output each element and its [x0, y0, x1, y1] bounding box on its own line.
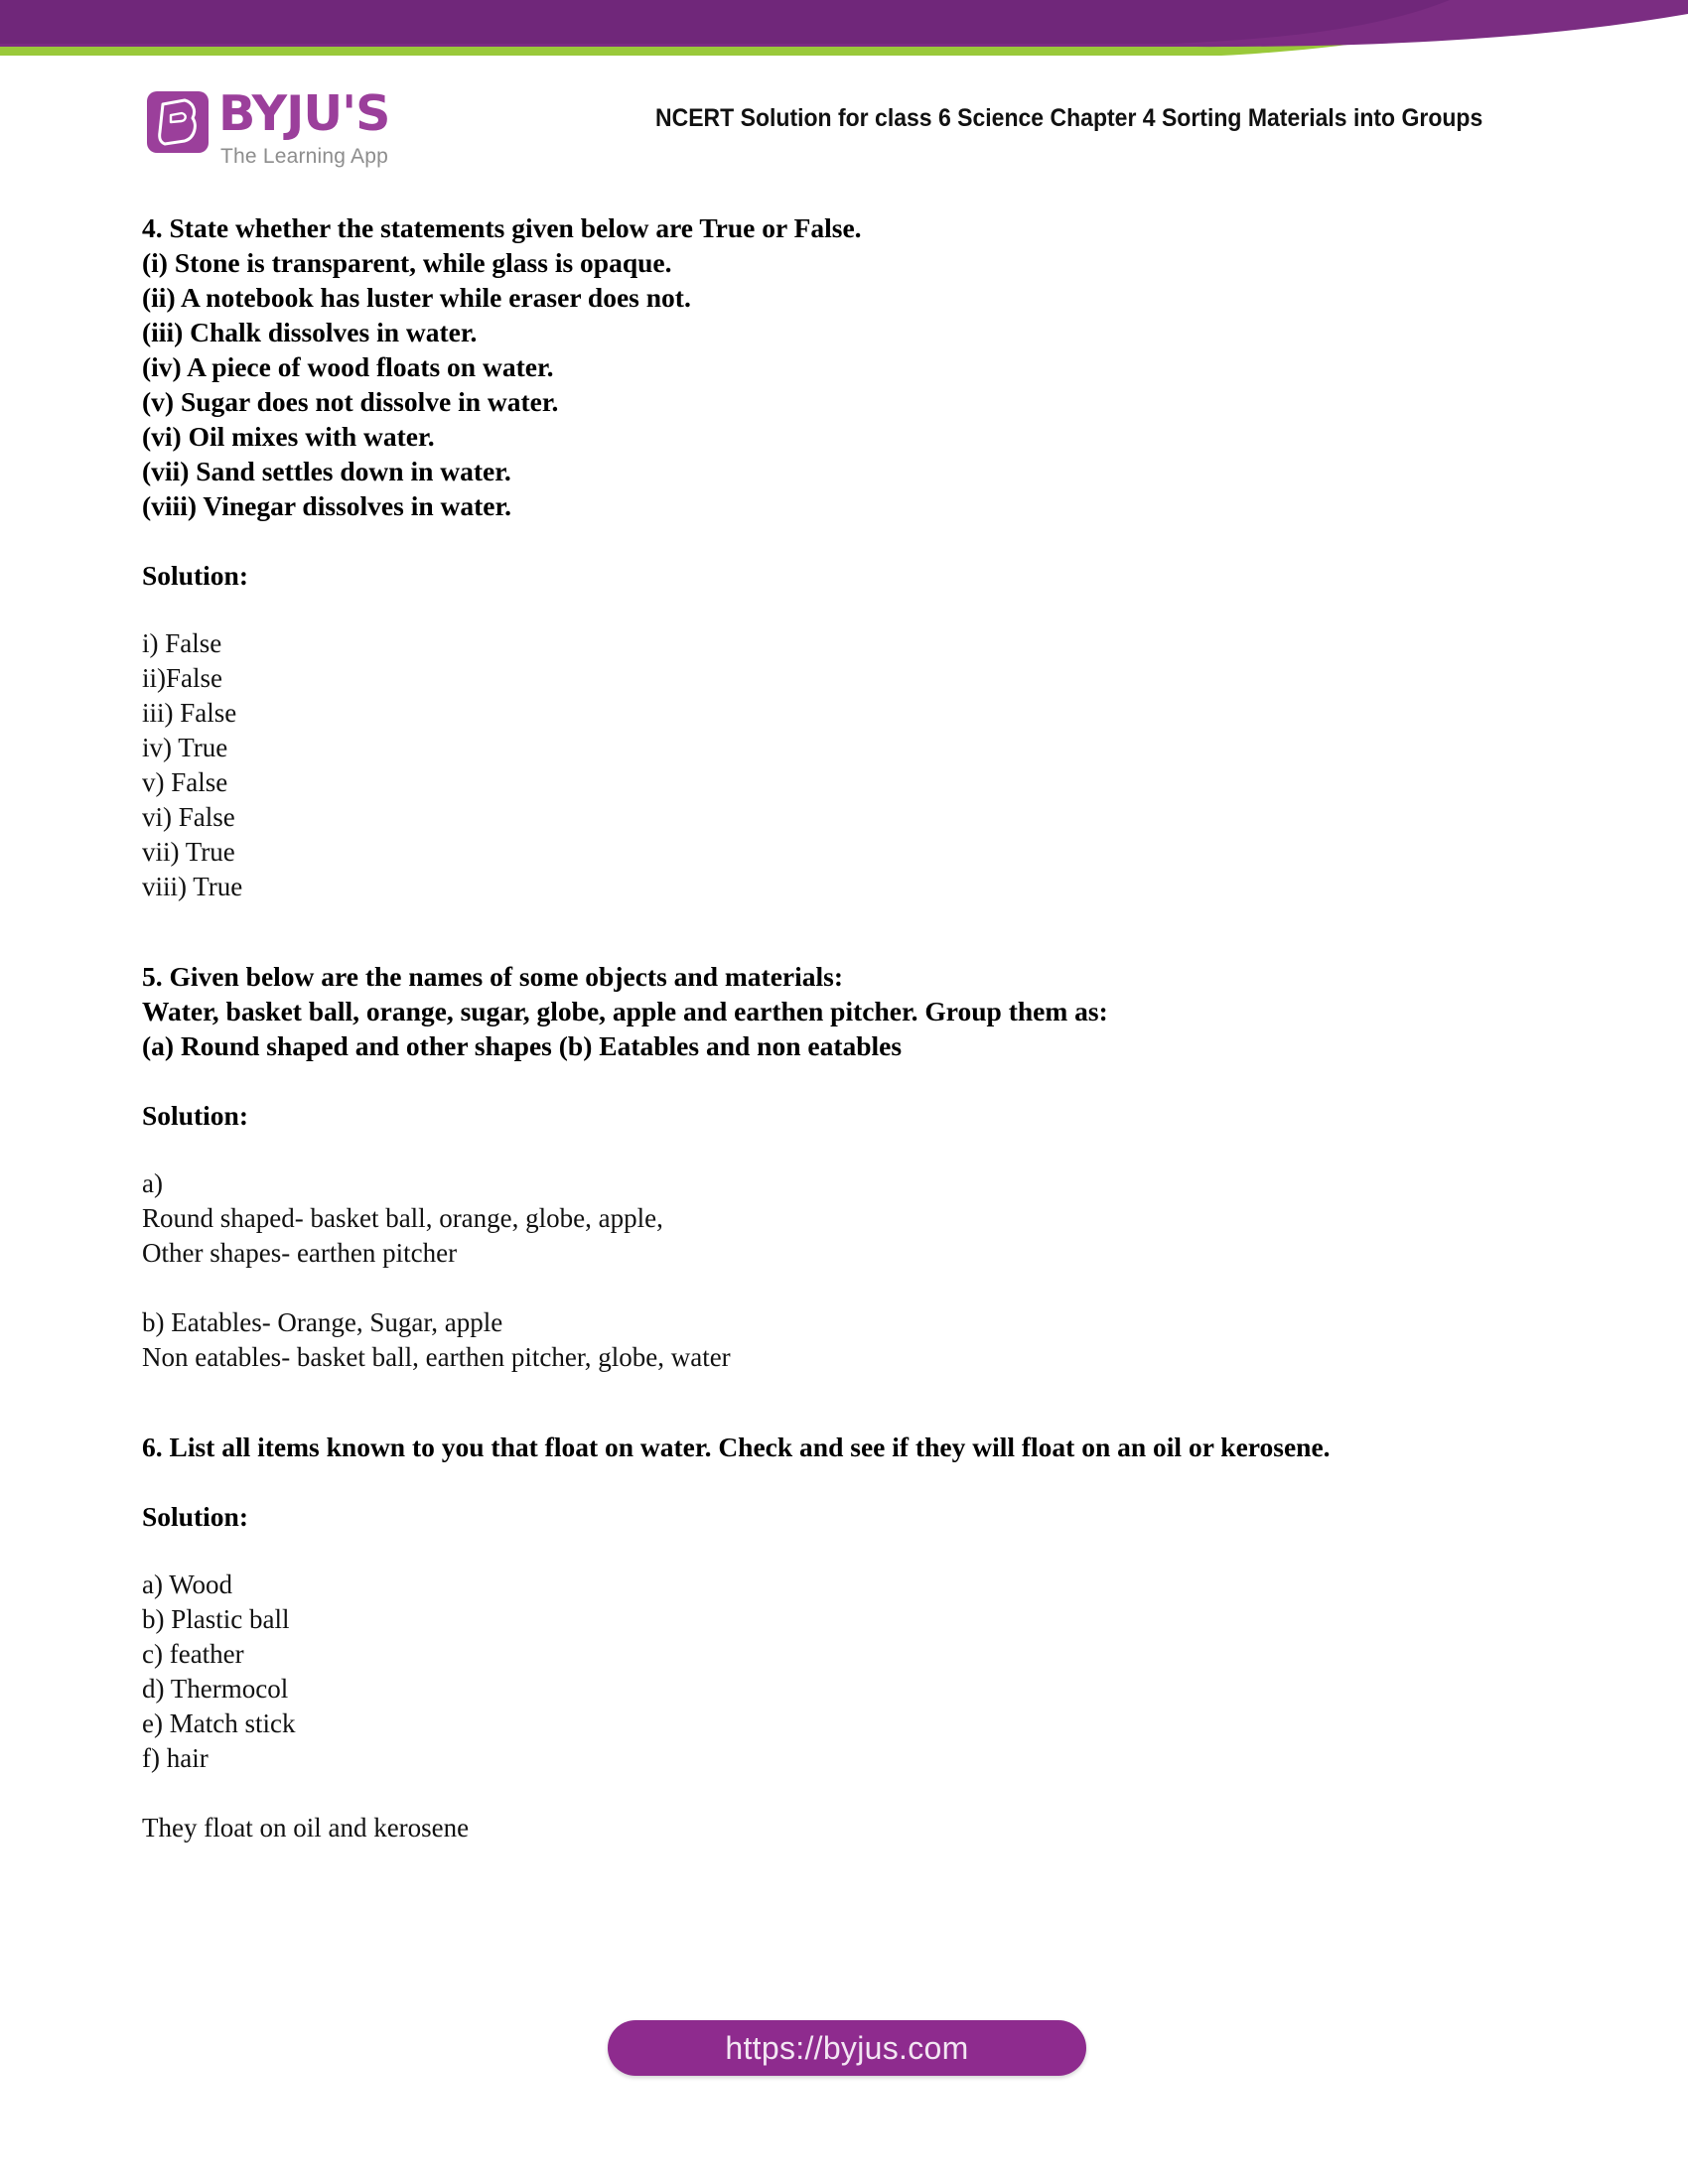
answer-line: f) hair — [142, 1743, 209, 1773]
byjus-tagline: The Learning App — [220, 145, 388, 168]
question-4-answers — [142, 626, 1552, 904]
spacer — [142, 1534, 1552, 1568]
spacer — [142, 523, 1552, 558]
question-4-statement: (v) Sugar does not dissolve in water. — [142, 386, 559, 417]
answer-line: viii) True — [142, 872, 243, 901]
question-5-answer-group-a — [142, 1166, 1552, 1271]
question-4-statement: (i) Stone is transparent, while glass is opaque. — [142, 247, 672, 278]
question-4-statement: (viii) Vinegar dissolves in water. — [142, 490, 512, 521]
spacer — [142, 904, 1552, 940]
spacer — [142, 1271, 1552, 1305]
answer-line: i) False — [142, 628, 222, 658]
byjus-b-logo-icon — [147, 91, 209, 153]
spacer — [142, 1063, 1552, 1098]
question-4-prompt: 4. State whether the statements given below are True or False. — [142, 212, 862, 243]
answer-line: a) Wood — [142, 1570, 233, 1599]
answer-line: ii)False — [142, 663, 222, 693]
question-4-statement: (ii) A notebook has luster while eraser does not. — [142, 282, 691, 313]
header-banner — [0, 0, 1688, 60]
spacer — [142, 940, 1552, 959]
answer-line: b) Plastic ball — [142, 1604, 290, 1634]
answer-line: vii) True — [142, 837, 235, 867]
document-body — [142, 210, 1552, 1845]
answer-line: e) Match stick — [142, 1708, 296, 1738]
spacer — [142, 1411, 1552, 1430]
spacer — [142, 1133, 1552, 1166]
answer-line: a) — [142, 1168, 163, 1198]
question-6-closing-note: They float on oil and kerosene — [142, 1813, 470, 1843]
banner-purple-shape-dark — [0, 0, 1450, 44]
question-5-prompt: Water, basket ball, orange, sugar, globe, apple and earthen pitcher. Group them as: — [142, 996, 1108, 1026]
answer-line: Round shaped- basket ball, orange, globe, apple, — [142, 1203, 663, 1233]
question-4-statement: (vi) Oil mixes with water. — [142, 421, 435, 452]
answer-line: vi) False — [142, 802, 235, 832]
question-5-block — [142, 959, 1552, 1063]
answer-line: v) False — [142, 767, 228, 797]
question-5-solution-label: Solution: — [142, 1100, 248, 1131]
question-4-statement: (iii) Chalk dissolves in water. — [142, 317, 478, 347]
answer-line: d) Thermocol — [142, 1674, 289, 1704]
byjus-website-url: https://byjus.com — [725, 2029, 969, 2066]
question-4-statement: (vii) Sand settles down in water. — [142, 456, 511, 486]
page-title: NCERT Solution for class 6 Science Chapter 4 Sorting Materials into Groups — [655, 104, 1483, 132]
spacer — [142, 1776, 1552, 1811]
byjus-logo — [147, 85, 435, 181]
answer-line: Other shapes- earthen pitcher — [142, 1238, 458, 1268]
question-4-block — [142, 210, 1552, 523]
answer-line: iv) True — [142, 733, 228, 762]
question-4-statement: (iv) A piece of wood floats on water. — [142, 351, 554, 382]
question-5-prompt: (a) Round shaped and other shapes (b) Eatables and non eatables — [142, 1030, 903, 1061]
byjus-website-button[interactable] — [608, 2020, 1086, 2076]
question-4-solution-label: Solution: — [142, 560, 248, 591]
answer-line: c) feather — [142, 1639, 244, 1669]
question-6-block — [142, 1430, 1552, 1464]
question-5-prompt: 5. Given below are the names of some objects and materials: — [142, 961, 843, 992]
question-6-prompt: 6. List all items known to you that float on water. Check and see if they will float on an oil or kerosene. — [142, 1432, 1331, 1462]
question-5-answer-group-b — [142, 1305, 1552, 1375]
spacer — [142, 1375, 1552, 1411]
question-6-answers — [142, 1568, 1552, 1776]
answer-line: b) Eatables- Orange, Sugar, apple — [142, 1307, 503, 1337]
question-6-solution-label: Solution: — [142, 1501, 248, 1532]
spacer — [142, 593, 1552, 626]
answer-line: iii) False — [142, 698, 237, 728]
answer-line: Non eatables- basket ball, earthen pitcher, globe, water — [142, 1342, 731, 1372]
spacer — [142, 1464, 1552, 1499]
byjus-wordmark: BYJU'S — [218, 85, 390, 142]
